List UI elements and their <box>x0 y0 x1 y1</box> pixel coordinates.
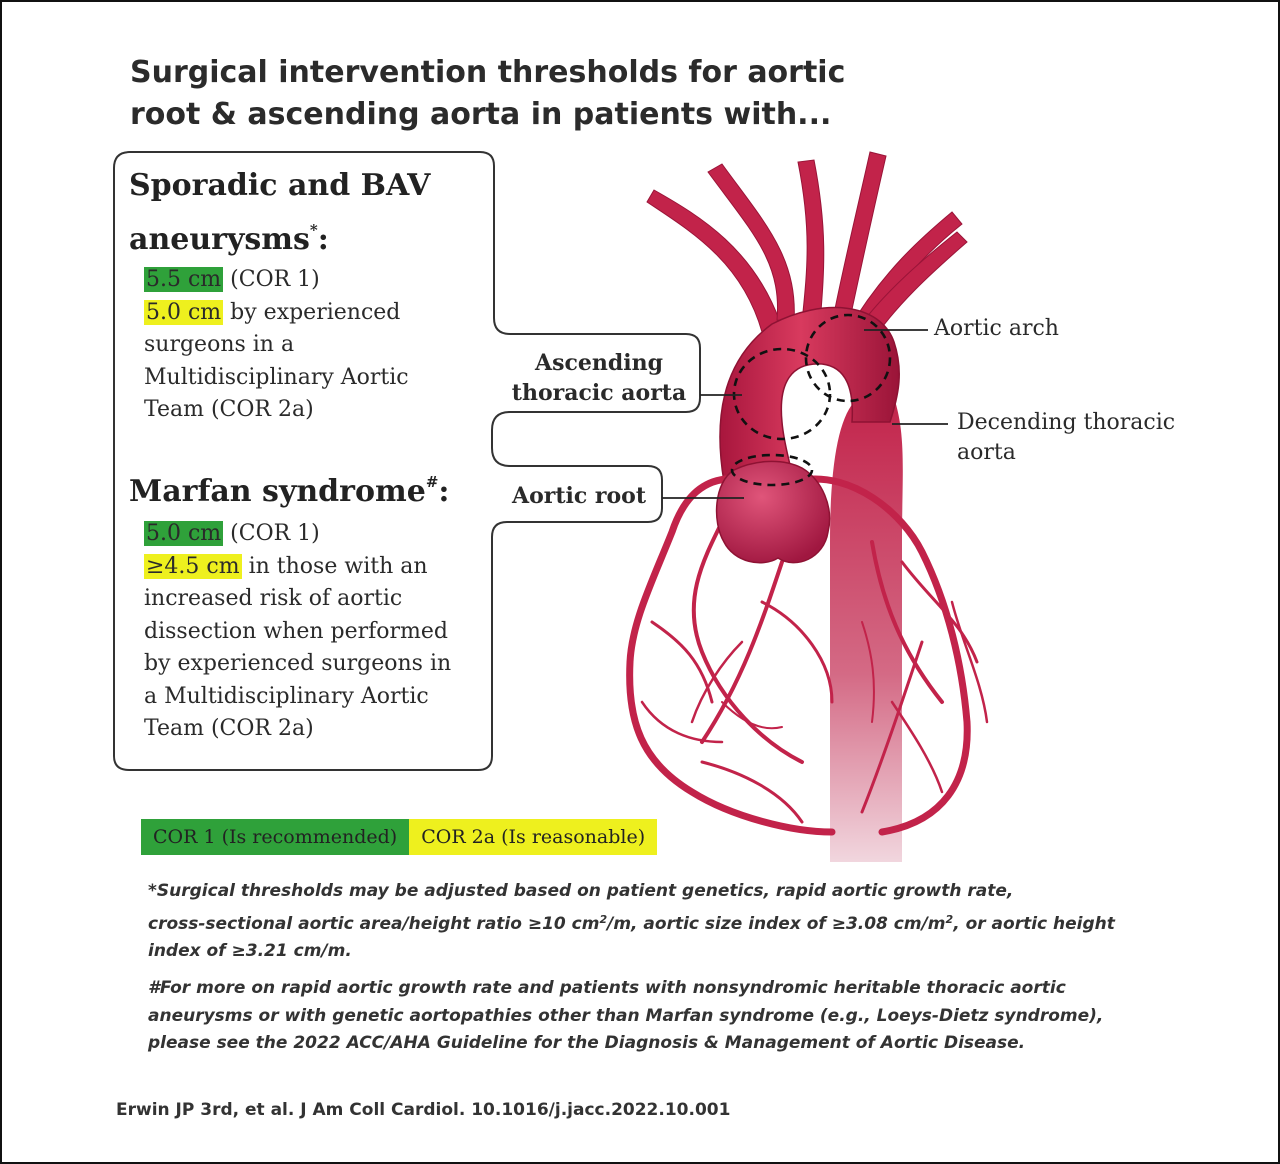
cor-legend <box>141 819 657 855</box>
marfan-cor1-line <box>144 518 451 551</box>
sporadic-thresholds <box>144 264 409 427</box>
marfan-text-line: a Multidisciplinary Aortic <box>144 683 429 709</box>
footnote-hash-line-3: please see the 2022 ACC/AHA Guideline for the Diagnosis & Management of Aortic Disease. <box>148 1033 1026 1053</box>
footnote-text: /m, aortic size index of ≥3.08 cm/m <box>607 913 946 934</box>
ascending-aorta-label-line-1: Ascending <box>535 350 663 376</box>
marfan-text-line: increased risk of aortic <box>144 586 403 611</box>
hash-mark: # <box>425 473 439 491</box>
footnote-asterisk-line-3: index of ≥3.21 cm/m. <box>148 941 352 961</box>
footnote-text: , or aortic height <box>953 913 1115 934</box>
sporadic-cor2a-line <box>144 297 409 330</box>
marfan-text-line: by experienced surgeons in <box>144 651 452 676</box>
marfan-cor2a-text: in those with an <box>241 553 428 579</box>
footnote-asterisk <box>148 878 1188 966</box>
asterisk-mark: * <box>309 221 318 239</box>
aortic-arch-label: Aortic arch <box>934 316 1059 341</box>
marfan-cor1-text: (COR 1) <box>223 521 320 546</box>
sporadic-cor2a-text: by experienced <box>223 299 401 325</box>
superscript: 2 <box>945 912 954 926</box>
sporadic-text-line: surgeons in a <box>144 332 295 357</box>
aortic-root <box>717 461 830 562</box>
sporadic-cor1-value: 5.5 cm <box>146 267 222 292</box>
marfan-heading-text: Marfan syndrome <box>129 474 426 509</box>
descending-aorta <box>830 392 903 862</box>
marfan-cor2a-value: ≥4.5 cm <box>146 553 240 579</box>
sporadic-text-line: Multidisciplinary Aortic <box>144 364 409 390</box>
title-line-2: root & ascending aorta in patients with... <box>130 97 832 132</box>
sporadic-cor1-line <box>144 264 409 297</box>
descending-aorta-label-line-2: aorta <box>957 440 1016 465</box>
marfan-cor1-value: 5.0 cm <box>146 521 222 546</box>
sporadic-heading-colon: : <box>317 222 329 257</box>
aortic-root-label: Aortic root <box>512 483 647 509</box>
sporadic-cor1-text: (COR 1) <box>223 267 320 292</box>
ascending-aorta-label-line-2: thoracic aorta <box>511 380 687 406</box>
footnote-hash-line-2: aneurysms or with genetic aortopathies other than Marfan syndrome (e.g., Loeys-Dietz syndrome), <box>148 1005 1104 1026</box>
marfan-text-line: dissection when performed <box>144 618 448 644</box>
marfan-heading <box>129 460 449 514</box>
descending-aorta-label <box>957 408 1175 468</box>
marfan-cor2a-line <box>144 551 451 584</box>
citation: Erwin JP 3rd, et al. J Am Coll Cardiol. 10.1016/j.jacc.2022.10.001 <box>116 1100 731 1120</box>
footnote-hash-line-1: #For more on rapid aortic growth rate and patients with nonsyndromic heritable thoracic aortic <box>148 978 1066 998</box>
sporadic-heading-line-1: Sporadic and BAV <box>129 168 431 203</box>
superscript: 2 <box>599 912 608 926</box>
footnote-asterisk-line-1: *Surgical thresholds may be adjusted based on patient genetics, rapid aortic growth rate, <box>148 881 1014 901</box>
sporadic-heading-line-2: aneurysms <box>129 222 310 257</box>
sporadic-cor2a-value: 5.0 cm <box>146 299 222 325</box>
marfan-text-line: Team (COR 2a) <box>144 716 314 741</box>
legend-cor1: COR 1 (Is recommended) <box>141 819 409 855</box>
footnote-text: cross-sectional aortic area/height ratio ≥10 cm <box>148 913 600 934</box>
ascending-aorta-label <box>506 348 692 408</box>
page-title <box>130 52 890 136</box>
sporadic-text-line: Team (COR 2a) <box>144 397 314 422</box>
title-line-1: Surgical intervention thresholds for aortic <box>130 55 846 90</box>
legend-cor2a: COR 2a (Is reasonable) <box>409 819 657 855</box>
marfan-heading-colon: : <box>438 474 450 509</box>
footnote-hash <box>148 975 1188 1058</box>
marfan-thresholds <box>144 518 451 746</box>
descending-aorta-label-line-1: Decending thoracic <box>957 410 1176 435</box>
footnote-asterisk-line-2 <box>148 906 1188 939</box>
sporadic-heading <box>129 164 430 262</box>
